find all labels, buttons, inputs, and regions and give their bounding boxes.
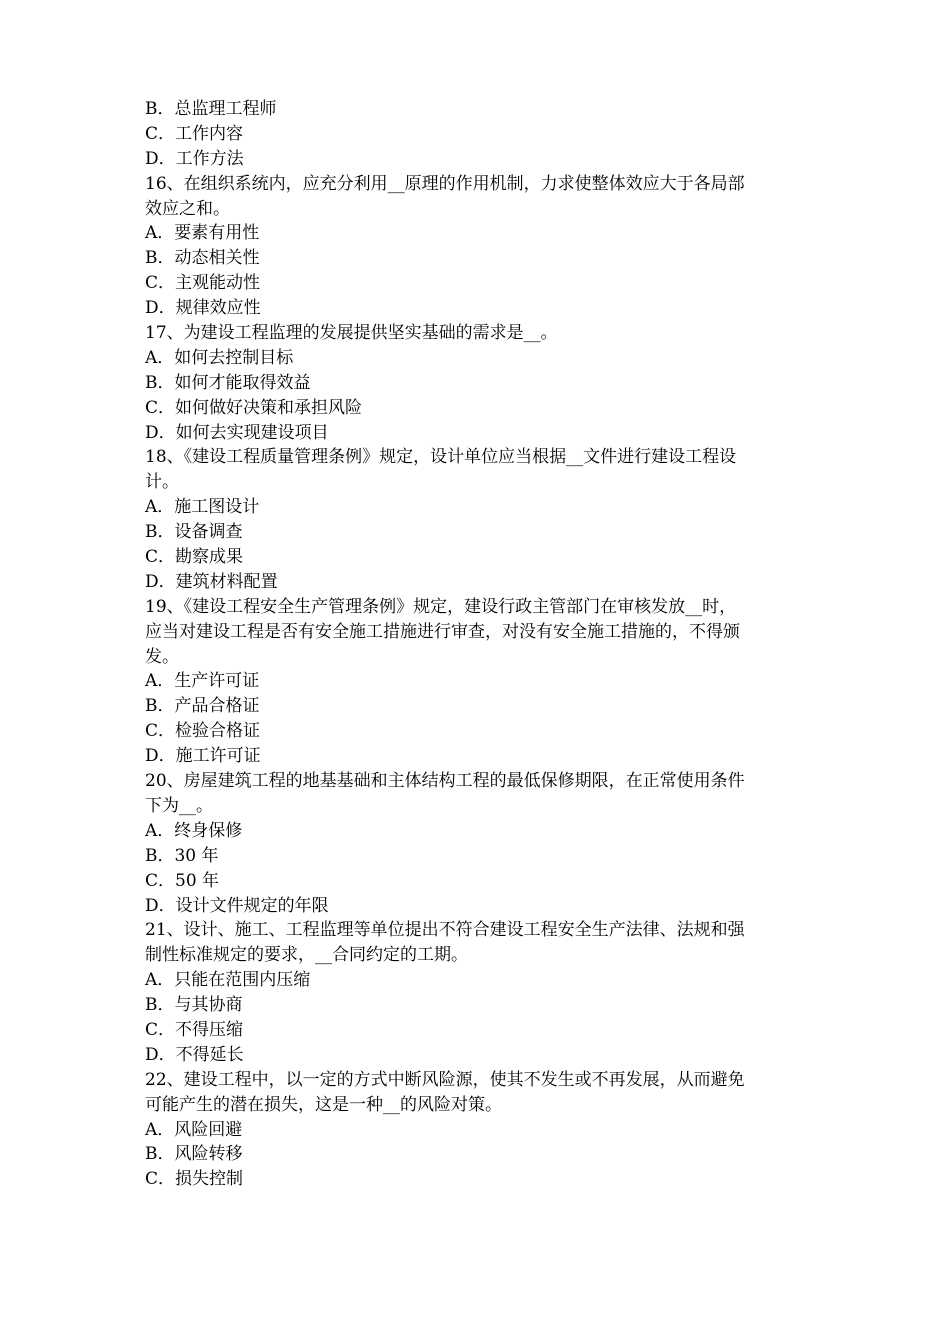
option-line: B．动态相关性	[145, 248, 260, 269]
option-line: C．如何做好决策和承担风险	[145, 397, 363, 418]
option-line: D．设计文件规定的年限	[145, 895, 329, 916]
question-line: 计。	[145, 472, 179, 493]
question-line: 17、为建设工程监理的发展提供坚实基础的需求是__。	[145, 323, 558, 344]
option-line: C．勘察成果	[145, 547, 244, 568]
option-line: C．工作内容	[145, 123, 244, 144]
option-line: A．要素有用性	[145, 223, 260, 244]
question-line: 20、房屋建筑工程的地基基础和主体结构工程的最低保修期限，在正常使用条件	[145, 771, 745, 792]
option-line: C．损失控制	[145, 1169, 244, 1190]
option-line: A．如何去控制目标	[145, 347, 294, 368]
option-line: D．建筑材料配置	[145, 571, 278, 592]
option-line: D．规律效应性	[145, 298, 261, 319]
question-line: 可能产生的潜在损失，这是一种__的风险对策。	[145, 1094, 502, 1115]
option-line: A．生产许可证	[145, 671, 260, 692]
question-line: 应当对建设工程是否有安全施工措施进行审查，对没有安全施工措施的，不得颁	[145, 621, 740, 642]
question-line: 制性标准规定的要求，__合同约定的工期。	[145, 945, 468, 966]
question-line: 16、在组织系统内，应充分利用__原理的作用机制，力求使整体效应大于各局部	[145, 173, 745, 194]
option-line: B．设备调查	[145, 522, 243, 543]
option-line: A．只能在范围内压缩	[145, 970, 311, 991]
question-line: 22、建设工程中，以一定的方式中断风险源，使其不发生或不再发展，从而避免	[145, 1069, 745, 1090]
option-line: B．产品合格证	[145, 696, 260, 717]
document-page	[145, 97, 817, 1192]
option-line: A．终身保修	[145, 820, 243, 841]
option-line: B．与其协商	[145, 995, 243, 1016]
option-line: C．不得压缩	[145, 1019, 244, 1040]
option-line: B．30 年	[145, 845, 219, 866]
option-line: C．50 年	[145, 870, 220, 891]
question-line: 21、设计、施工、工程监理等单位提出不符合建设工程安全生产法律、法规和强	[145, 920, 745, 941]
question-line: 效应之和。	[145, 198, 230, 219]
option-line: C．主观能动性	[145, 273, 261, 294]
option-line: A．风险回避	[145, 1119, 243, 1140]
option-line: B．风险转移	[145, 1144, 243, 1165]
question-line: 发。	[145, 646, 179, 667]
question-line: 19、《建设工程安全生产管理条例》规定，建设行政主管部门在审核发放__时，	[145, 596, 737, 617]
question-line: 18、《建设工程质量管理条例》规定，设计单位应当根据__文件进行建设工程设	[145, 447, 737, 468]
option-line: D．不得延长	[145, 1044, 244, 1065]
option-line: D．施工许可证	[145, 746, 261, 767]
question-line: 下为__。	[145, 795, 213, 816]
option-line: D．工作方法	[145, 148, 244, 169]
option-line: A．施工图设计	[145, 497, 260, 518]
option-line: B．如何才能取得效益	[145, 372, 311, 393]
option-line: B．总监理工程师	[145, 99, 277, 119]
option-line: C．检验合格证	[145, 721, 261, 742]
option-line: D．如何去实现建设项目	[145, 422, 329, 443]
